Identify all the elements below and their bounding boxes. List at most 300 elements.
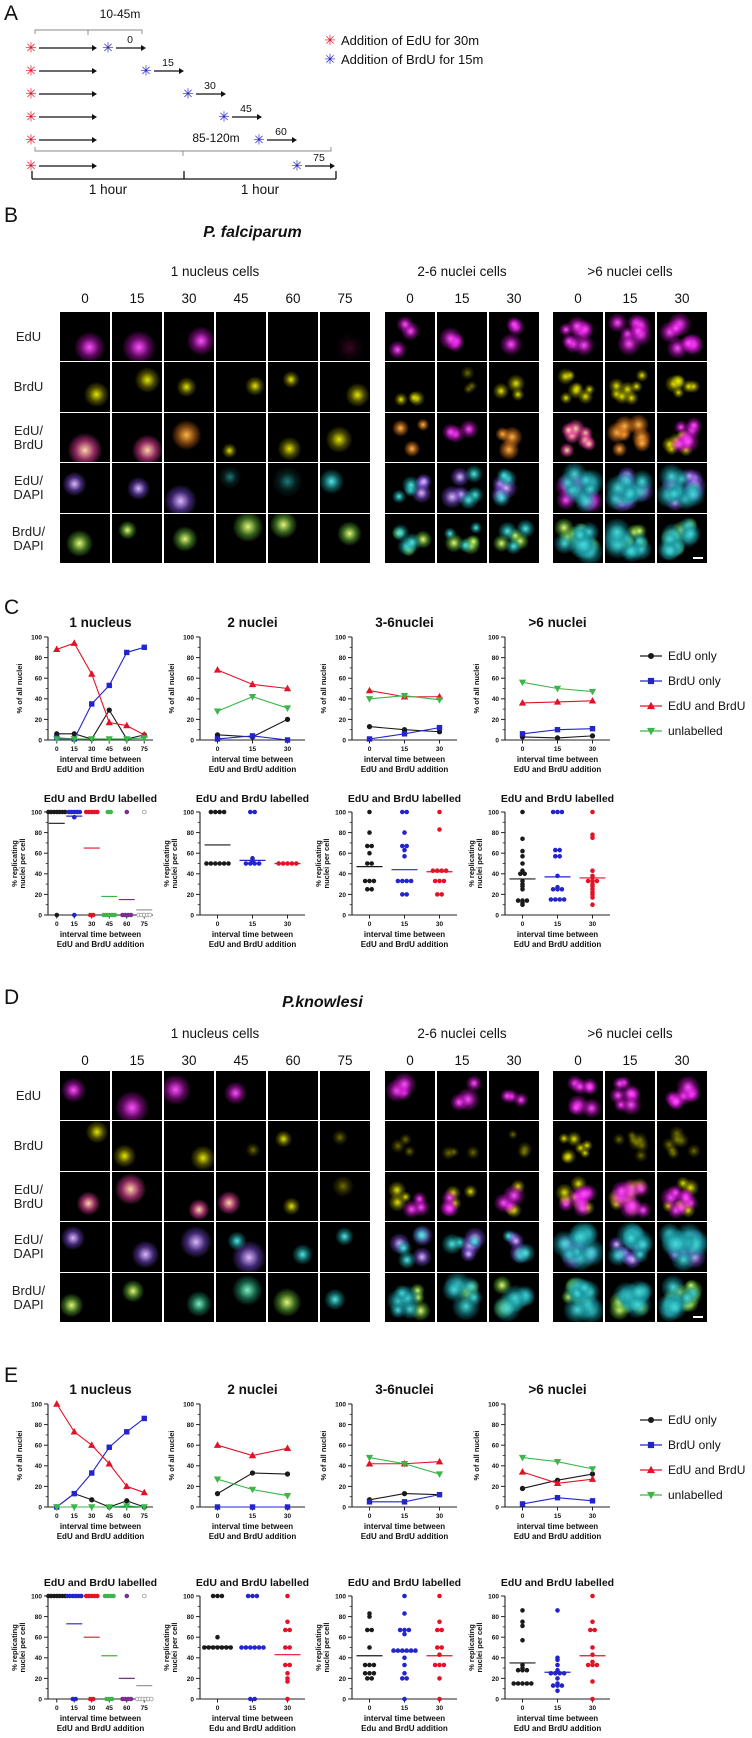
brdu-addition-icon: ✳ (253, 131, 265, 148)
time-label: 30 (181, 291, 197, 306)
marker-triangle-down (215, 1477, 221, 1482)
scatter-point (549, 898, 553, 902)
scatter-point (521, 854, 525, 858)
x-tick-label: 15 (248, 1705, 257, 1712)
y-tick-label: 40 (491, 1463, 499, 1471)
marker-triangle-down (285, 1493, 291, 1498)
marker-triangle (590, 698, 596, 703)
arrowhead-icon (257, 114, 262, 120)
timeline-legend-label: Addition of BrdU for 15m (341, 52, 484, 67)
scatter-point (403, 1663, 407, 1667)
y-tick-label: 80 (491, 830, 499, 837)
x-tick-label: 30 (588, 1513, 597, 1520)
y-tick-label: 0 (38, 1504, 42, 1512)
scatter-point (556, 1609, 560, 1613)
marker-square (285, 1505, 289, 1509)
time-label: 30 (674, 291, 690, 306)
microscopy-cell (320, 1172, 370, 1221)
scatter-point (129, 1697, 133, 1701)
microscopy-cell (657, 312, 707, 361)
x-tick-label: 30 (88, 921, 96, 928)
marker-triangle (437, 1459, 443, 1464)
microscopy-cell (268, 1273, 318, 1322)
y-tick-label: 80 (186, 655, 194, 662)
y-tick-label: 40 (338, 696, 346, 704)
scatter-point (405, 844, 409, 848)
scatter-point (400, 810, 404, 814)
scatter-point (438, 828, 442, 832)
microscopy-cell (489, 1071, 539, 1120)
panel-a-timeline-diagram (0, 0, 752, 202)
y-axis-label: nuclei per cell (475, 1622, 484, 1673)
marker-square (142, 645, 146, 649)
scatter-point (283, 1646, 287, 1650)
legend-label: EdU and BrdU (668, 699, 746, 713)
chart-title: 2 nuclei (227, 1382, 278, 1397)
x-tick-label: 15 (248, 1513, 257, 1520)
scatter-point (363, 1663, 367, 1667)
y-tick-label: 40 (34, 1655, 42, 1663)
edu-addition-icon: ✳ (25, 62, 37, 79)
scatter-point (438, 1663, 442, 1667)
scatter-point (529, 1682, 533, 1686)
scatter-point (521, 1609, 525, 1613)
scatter-point (556, 1658, 560, 1662)
micro-row-label: BrdU (13, 379, 44, 395)
scatter-point (525, 1668, 529, 1672)
y-tick-label: 20 (186, 891, 194, 899)
x-axis-caption: interval time between (211, 1522, 294, 1531)
y-tick-label: 40 (491, 1655, 499, 1663)
microscopy-cell (216, 413, 266, 462)
y-tick-label: 100 (335, 1401, 346, 1409)
hour-label: 1 hour (88, 182, 128, 197)
scatter-point (442, 1663, 446, 1667)
microscopy-cell (112, 1121, 162, 1170)
x-tick-label: 60 (123, 1705, 131, 1712)
arrowhead-icon (292, 137, 297, 143)
chart-title: >6 nuclei (528, 1382, 587, 1397)
marker-triangle (89, 671, 95, 676)
marker-triangle-down (520, 680, 526, 685)
scatter-point (286, 1697, 290, 1701)
marker-triangle-down (285, 706, 291, 711)
legend-label: EdU and BrdU (668, 1463, 746, 1477)
x-tick-label: 0 (367, 1513, 372, 1520)
microscopy-cell (489, 1121, 539, 1170)
scatter-point (440, 893, 444, 897)
scatter-point (205, 862, 209, 866)
microscopy-cell (320, 1071, 370, 1120)
microscopy-cell (605, 463, 655, 512)
y-axis-label: % of all nuclei (15, 663, 24, 714)
scatter-point (591, 1620, 595, 1624)
microscopy-cell (60, 413, 110, 462)
marker-square (367, 737, 371, 741)
brdu-time-label: 75 (313, 152, 325, 164)
marker-triangle-down (141, 1505, 147, 1510)
scatter-point (255, 1594, 259, 1598)
marker-triangle-down (367, 697, 373, 702)
marker-triangle (555, 699, 561, 704)
scatter-chart (461, 1572, 626, 1736)
y-tick-label: 80 (186, 830, 194, 837)
scatter-point (288, 1646, 292, 1650)
marker-square (285, 738, 289, 742)
time-label: 60 (285, 1053, 301, 1068)
brdu-addition-icon: ✳ (218, 108, 230, 125)
scatter-point (435, 893, 439, 897)
marker-circle (402, 1491, 406, 1495)
y-tick-label: 100 (31, 634, 42, 642)
microscopy-cell (60, 1172, 110, 1221)
scatter-chart (308, 1572, 473, 1736)
microscopy-cell (437, 1071, 487, 1120)
chart-axes (48, 812, 153, 915)
scatter-point (525, 899, 529, 903)
microscopy-cell (605, 413, 655, 462)
time-label: 30 (506, 291, 522, 306)
scatter-point (246, 1594, 250, 1598)
scatter-point (365, 887, 369, 891)
scatter-point (556, 1663, 560, 1667)
microscopy-cell (112, 1172, 162, 1221)
marker-triangle (250, 682, 256, 687)
y-tick-label: 40 (338, 1655, 346, 1663)
line-chart--6-nuclei (461, 1380, 626, 1544)
y-tick-label: 100 (488, 809, 499, 817)
scatter-point (370, 1677, 374, 1681)
x-axis-caption: EdU and BrdU addition (513, 765, 602, 774)
microscopy-cell (164, 1071, 214, 1120)
chart-title: 1 nucleus (69, 1382, 132, 1397)
y-tick-label: 0 (342, 1504, 346, 1512)
x-tick-label: 0 (520, 921, 525, 928)
y-axis-label: % of all nuclei (472, 1430, 481, 1481)
scatter-point (521, 1638, 525, 1642)
microscopy-cell (437, 1121, 487, 1170)
brdu-time-label: 30 (204, 80, 216, 92)
x-tick-label: 15 (70, 1513, 78, 1520)
scatter-chart (4, 1572, 169, 1736)
microscopy-cell (385, 1071, 435, 1120)
microscopy-cell (60, 1121, 110, 1170)
x-axis-caption: EdU and BrdU addition (208, 1532, 297, 1541)
time-label: 45 (233, 1053, 249, 1068)
scatter-point (368, 1663, 372, 1667)
panel-a-label: A (4, 2, 19, 25)
marker-square (72, 1491, 76, 1495)
scatter-point (405, 879, 409, 883)
microscopy-cell (268, 514, 318, 563)
y-tick-label: 40 (186, 1463, 194, 1471)
marker-square (437, 725, 441, 729)
marker-square (402, 732, 406, 736)
microscopy-cell (605, 1071, 655, 1120)
y-tick-label: 100 (31, 1593, 42, 1601)
y-tick-label: 0 (495, 1696, 499, 1704)
scatter-point (79, 1594, 83, 1598)
microscopy-cell (60, 1273, 110, 1322)
y-tick-label: 80 (34, 1422, 42, 1429)
scatter-point (521, 1620, 525, 1624)
microscopy-cell (112, 463, 162, 512)
y-axis-label: % of all nuclei (167, 1430, 176, 1481)
chart-title: >6 nuclei (528, 615, 587, 630)
microscopy-cell (216, 1172, 266, 1221)
scatter-point (365, 1677, 369, 1681)
y-axis-label: nuclei per cell (322, 1622, 331, 1673)
y-tick-label: 20 (338, 1483, 346, 1491)
marker-square (402, 1500, 406, 1504)
y-tick-label: 40 (186, 696, 194, 704)
marker-square (520, 1502, 524, 1506)
edu-addition-icon: ✳ (25, 108, 37, 125)
y-tick-label: 80 (338, 830, 346, 837)
scatter-point (244, 862, 248, 866)
marker-square (107, 683, 111, 687)
scatter-point (370, 844, 374, 848)
y-tick-label: 40 (186, 871, 194, 879)
scatter-point (409, 879, 413, 883)
scatter-point (398, 1628, 402, 1632)
scatter-point (562, 898, 566, 902)
x-tick-label: 0 (215, 1705, 220, 1712)
x-tick-label: 30 (88, 746, 96, 753)
y-tick-label: 20 (491, 716, 499, 724)
scatter-point (435, 1628, 439, 1632)
y-tick-label: 20 (338, 716, 346, 724)
chart-title: 2 nuclei (227, 615, 278, 630)
x-axis-caption: interval time between (516, 1714, 599, 1723)
scatter-point (363, 1671, 367, 1675)
y-tick-label: 0 (495, 737, 499, 745)
microscopy-cell (385, 413, 435, 462)
scatter-point (438, 810, 442, 814)
scatter-point (403, 1612, 407, 1616)
x-axis-caption: interval time between (363, 1714, 446, 1723)
x-tick-label: 15 (553, 746, 562, 753)
microscopy-cell (489, 413, 539, 462)
scatter-point (129, 913, 133, 917)
x-tick-label: 0 (520, 1513, 525, 1520)
scatter-point (222, 862, 226, 866)
y-tick-label: 80 (338, 1422, 346, 1429)
scatter-point (403, 854, 407, 858)
scatter-point (370, 862, 374, 866)
marker-square (125, 1430, 129, 1434)
time-label: 30 (674, 1053, 690, 1068)
microscopy-cell (489, 1222, 539, 1271)
scatter-point (283, 1663, 287, 1667)
marker-square (250, 734, 254, 738)
microscopy-cell (605, 1273, 655, 1322)
group-header: 2-6 nuclei cells (417, 1026, 507, 1041)
marker-triangle (106, 720, 112, 725)
y-tick-label: 40 (186, 1655, 194, 1663)
microscopy-cell (385, 1121, 435, 1170)
y-tick-label: 0 (495, 1504, 499, 1512)
scatter-point (591, 903, 595, 907)
chart-title: EdU and BrdU labelled (347, 793, 462, 805)
x-axis-caption: EdU and BrdU addition (208, 940, 297, 949)
line-chart-1-nucleus (4, 613, 169, 777)
scatter-point (442, 879, 446, 883)
marker-triangle (124, 723, 130, 728)
scatter-point (440, 1646, 444, 1650)
scatter-point (251, 1594, 255, 1598)
scatter-chart (156, 1572, 321, 1736)
series-line (57, 1418, 145, 1507)
scatter-point (433, 1663, 437, 1667)
x-tick-label: 30 (435, 746, 444, 753)
arrowhead-icon (92, 114, 97, 120)
scatter-point (405, 810, 409, 814)
y-axis-label: % replicating (10, 840, 19, 887)
time-label: 30 (506, 1053, 522, 1068)
series-line (57, 1404, 145, 1493)
scatter-point (588, 1628, 592, 1632)
scatter-point (560, 887, 564, 891)
scatter-point (400, 844, 404, 848)
microscopy-cell (268, 1222, 318, 1271)
microscopy-cell (268, 1121, 318, 1170)
scatter-point (438, 1594, 442, 1598)
x-axis-caption: EdU and BrdU addition (360, 765, 449, 774)
scatter-point (553, 848, 557, 852)
arrowhead-icon (179, 68, 184, 74)
chart-title: EdU and BrdU labelled (43, 793, 158, 805)
scatter-point (372, 879, 376, 883)
marker-triangle (367, 688, 373, 693)
microscopy-cell (112, 1273, 162, 1322)
microscopy-cell (112, 514, 162, 563)
scatter-point (78, 810, 82, 814)
microscopy-cell (437, 362, 487, 411)
time-label: 15 (454, 291, 470, 306)
scatter-point (222, 810, 226, 814)
scatter-point (521, 887, 525, 891)
y-tick-label: 0 (342, 912, 346, 920)
scatter-point (368, 810, 372, 814)
y-tick-label: 20 (34, 891, 42, 899)
microscopy-cell (605, 1172, 655, 1221)
time-label: 60 (285, 291, 301, 306)
microscopy-cell (553, 1172, 603, 1221)
scatter-point (209, 862, 213, 866)
x-tick-label: 30 (283, 1513, 292, 1520)
y-tick-label: 20 (491, 1675, 499, 1683)
marker-square (648, 1442, 653, 1447)
x-tick-label: 0 (367, 921, 372, 928)
scatter-point (370, 1628, 374, 1632)
scatter-point (407, 1628, 411, 1632)
x-tick-label: 60 (123, 746, 131, 753)
scatter-point (433, 879, 437, 883)
x-tick-label: 30 (283, 1705, 292, 1712)
y-axis-label: % of all nuclei (15, 1430, 24, 1481)
scatter-point (591, 1594, 595, 1598)
marker-circle (250, 1471, 254, 1475)
x-tick-label: 0 (54, 1513, 59, 1520)
x-axis-caption: EdU and BrdU addition (513, 1532, 602, 1541)
line-chart-3-6nuclei (308, 613, 473, 777)
x-tick-label: 30 (588, 746, 597, 753)
x-tick-label: 15 (553, 1513, 562, 1520)
x-axis-caption: Edu and BrdU addition (209, 1724, 296, 1733)
marker-triangle-down (437, 1472, 443, 1477)
x-axis-caption: interval time between (59, 1522, 142, 1531)
scatter-chart (4, 788, 169, 952)
marker-circle (107, 708, 111, 712)
scatter-point (368, 1615, 372, 1619)
scatter-point (368, 1646, 372, 1650)
marker-circle (285, 717, 289, 721)
marker-triangle (141, 1490, 147, 1495)
microscopy-cell (657, 362, 707, 411)
y-tick-label: 60 (34, 1634, 42, 1642)
x-tick-label: 0 (54, 1705, 59, 1712)
scatter-point (521, 1668, 525, 1672)
scatter-point (586, 1663, 590, 1667)
marker-square (107, 1445, 111, 1449)
microscopy-cell (112, 1222, 162, 1271)
x-axis-caption: interval time between (363, 930, 446, 939)
scatter-point (142, 810, 146, 814)
microscopy-cell (216, 1121, 266, 1170)
scatter-point (523, 872, 527, 876)
microscopy-cell (268, 1071, 318, 1120)
y-axis-label: nuclei per cell (170, 838, 179, 889)
chart-axes (48, 1596, 153, 1699)
x-axis-caption: interval time between (59, 755, 142, 764)
microscopy-cell (164, 1121, 214, 1170)
microscopy-cell (489, 1273, 539, 1322)
y-tick-label: 0 (342, 1696, 346, 1704)
y-tick-label: 0 (190, 737, 194, 745)
microscopy-cell (657, 1273, 707, 1322)
scatter-point (405, 893, 409, 897)
scatter-point (368, 831, 372, 835)
marker-triangle-down (124, 737, 130, 742)
y-tick-label: 60 (338, 850, 346, 858)
edu-addition-icon: ✳ (25, 39, 37, 56)
scatter-chart (308, 788, 473, 952)
scatter-point (525, 1682, 529, 1686)
y-tick-label: 60 (186, 675, 194, 683)
microscopy-cell (320, 1273, 370, 1322)
y-tick-label: 40 (34, 871, 42, 879)
microscopy-cell (320, 1121, 370, 1170)
microscopy-cell (60, 362, 110, 411)
micro-row-label: EdU/ DAPI (13, 473, 44, 503)
scatter-point (586, 879, 590, 883)
scatter-point (591, 1663, 595, 1667)
x-tick-label: 15 (70, 1705, 78, 1712)
marker-square (590, 726, 594, 730)
y-axis-label: nuclei per cell (18, 838, 27, 889)
microscopy-cell (320, 1222, 370, 1271)
x-tick-label: 30 (88, 1705, 96, 1712)
y-tick-label: 0 (190, 912, 194, 920)
arrowhead-icon (92, 68, 97, 74)
y-tick-label: 40 (491, 871, 499, 879)
y-axis-label: % replicating (314, 1624, 323, 1671)
scatter-point (551, 1684, 555, 1688)
panel-e-label: E (4, 1364, 19, 1387)
y-tick-label: 40 (34, 1463, 42, 1471)
microscopy-cell (112, 413, 162, 462)
